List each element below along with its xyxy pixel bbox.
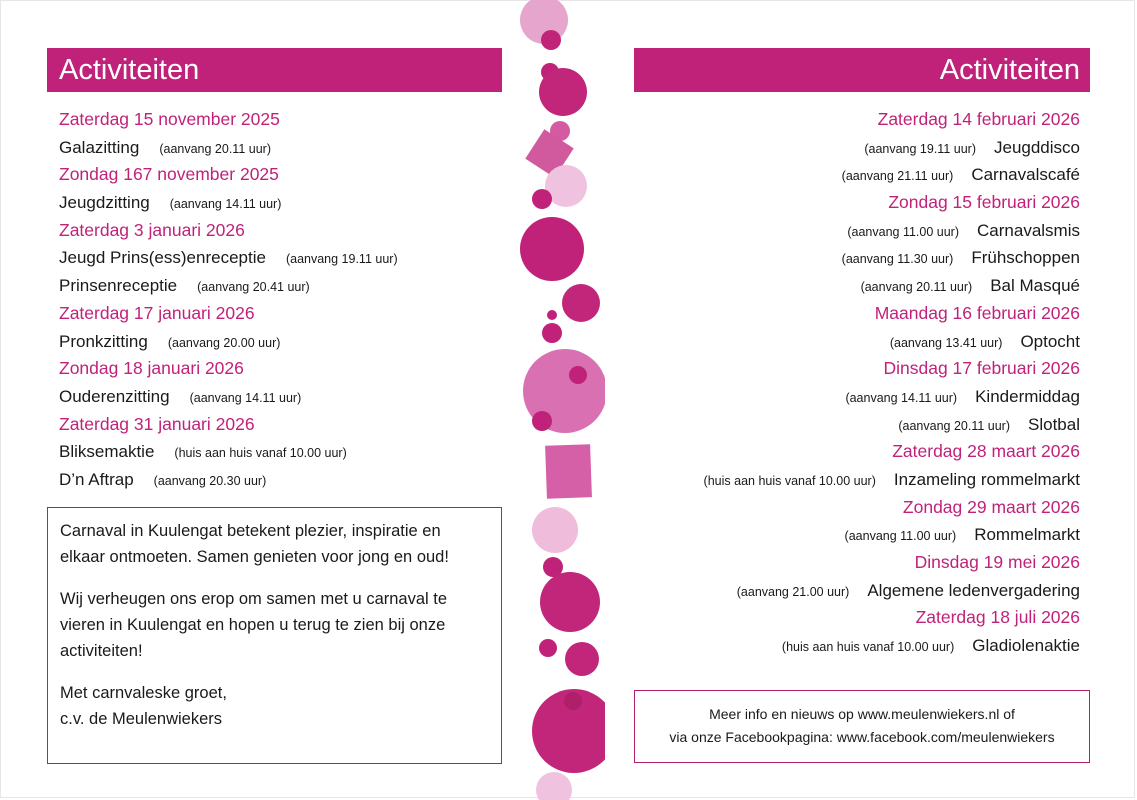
- activity-name: Carnavalscafé: [971, 165, 1080, 185]
- activity-row: [59, 466, 499, 494]
- bubble: [539, 68, 587, 116]
- bubble: [564, 692, 582, 710]
- bubble: [540, 572, 600, 632]
- activity-time-note: (aanvang 21.00 uur): [736, 584, 850, 599]
- date-text: Zaterdag 15 november 2025: [59, 109, 280, 129]
- date-heading: [59, 411, 499, 439]
- activity-name: Galazitting: [59, 137, 140, 157]
- activity-row: [640, 244, 1080, 272]
- date-heading: [59, 300, 499, 328]
- activity-row: [59, 134, 499, 162]
- bubble: [532, 507, 578, 553]
- activity-name: Frühschoppen: [971, 248, 1080, 268]
- activity-name: Jeugd Prins(ess)enreceptie: [59, 248, 266, 268]
- date-heading: [59, 106, 499, 134]
- date-text: Zaterdag 18 juli 2026: [915, 607, 1080, 628]
- date-heading: [59, 217, 499, 245]
- right-activities-list: [640, 106, 1080, 660]
- activity-row: [59, 244, 499, 272]
- activity-name: Bal Masqué: [990, 276, 1080, 296]
- activity-row: [59, 272, 499, 300]
- activity-row: [640, 521, 1080, 549]
- message-paragraph-1: Carnaval in Kuulengat betekent plezier, inspiratie en elkaar ontmoeten. Samen genieten voor jong en oud!: [60, 522, 449, 566]
- date-heading: [640, 300, 1080, 328]
- activity-name: Slotbal: [1028, 414, 1080, 434]
- bubble: [547, 310, 557, 320]
- activity-time-note: (aanvang 20.11 uur): [159, 141, 271, 156]
- bubble: [532, 411, 552, 431]
- activity-name: Jeugddisco: [993, 137, 1080, 157]
- date-heading: [640, 355, 1080, 383]
- activity-time-note: (aanvang 11.00 uur): [847, 224, 960, 239]
- date-heading: [59, 161, 499, 189]
- bubble: [532, 189, 552, 209]
- activity-time-note: (aanvang 20.11 uur): [860, 280, 973, 295]
- right-activities-banner: Activiteiten: [634, 48, 1090, 92]
- activity-row: [640, 411, 1080, 439]
- activity-row: [640, 632, 1080, 660]
- date-text: Zaterdag 31 januari 2026: [59, 413, 255, 434]
- bubble: [562, 284, 600, 322]
- activity-time-note: (huis aan huis vanaf 10.00 uur): [781, 640, 955, 655]
- message-greeting: [60, 680, 489, 732]
- date-heading: [640, 494, 1080, 522]
- activity-row: [59, 438, 499, 466]
- activity-name: Carnavalsmis: [977, 220, 1080, 240]
- activity-name: Inzameling rommelmarkt: [893, 469, 1080, 489]
- date-heading: [640, 106, 1080, 134]
- date-text: Dinsdag 19 mei 2026: [914, 552, 1080, 572]
- activity-time-note: (aanvang 20.41 uur): [197, 280, 310, 295]
- date-text: Zondag 29 maart 2026: [902, 496, 1080, 517]
- bubble: [569, 366, 587, 384]
- date-heading: [59, 355, 499, 383]
- activity-name: Algemene ledenvergadering: [867, 580, 1080, 600]
- activity-time-note: (aanvang 19.11 uur): [285, 252, 398, 267]
- activity-row: [640, 134, 1080, 162]
- activity-name: Jeugdzitting: [59, 193, 150, 213]
- activity-name: Pronkzitting: [59, 331, 148, 351]
- bubble: [536, 772, 572, 800]
- bubble: [539, 639, 557, 657]
- date-text: Zondag 15 februari 2026: [888, 192, 1080, 213]
- info-line-2: via onze Facebookpagina: www.facebook.com/meulenwiekers: [669, 729, 1055, 745]
- activity-name: Kindermiddag: [975, 386, 1080, 406]
- bubble: [542, 323, 562, 343]
- activity-time-note: (aanvang 13.41 uur): [889, 335, 1003, 350]
- activity-time-note: (aanvang 21.11 uur): [841, 169, 954, 184]
- activity-time-note: (huis aan huis vanaf 10.00 uur): [174, 446, 347, 461]
- activity-row: [640, 577, 1080, 605]
- activity-row: [640, 217, 1080, 245]
- activity-row: [640, 161, 1080, 189]
- activity-row: [640, 466, 1080, 494]
- date-text: Zaterdag 3 januari 2026: [59, 219, 245, 240]
- activity-time-note: (aanvang 20.11 uur): [898, 418, 1011, 433]
- activity-time-note: (aanvang 19.11 uur): [864, 141, 976, 156]
- activity-name: Optocht: [1020, 331, 1080, 351]
- activity-time-note: (aanvang 14.11 uur): [169, 197, 282, 212]
- bubble: [565, 642, 599, 676]
- date-heading: [640, 549, 1080, 577]
- activity-name: D’n Aftrap: [59, 469, 134, 489]
- date-text: Maandag 16 februari 2026: [874, 302, 1080, 323]
- date-text: Zondag 167 november 2025: [59, 164, 279, 185]
- activity-row: [640, 328, 1080, 356]
- info-line-1: Meer info en nieuws op www.meulenwiekers.nl of: [709, 706, 1015, 722]
- activity-time-note: (aanvang 11.00 uur): [844, 529, 957, 544]
- activity-row: [640, 383, 1080, 411]
- bubble: [541, 30, 561, 50]
- left-message-box: [47, 507, 502, 764]
- activity-name: Prinsenreceptie: [59, 276, 178, 296]
- activity-name: Bliksemaktie: [59, 442, 155, 462]
- greeting-text: Met carnvaleske groet,: [60, 684, 227, 702]
- date-heading: [640, 189, 1080, 217]
- date-text: Zaterdag 17 januari 2026: [59, 302, 255, 323]
- signature-text: c.v. de Meulenwiekers: [60, 710, 223, 728]
- date-text: Zaterdag 14 februari 2026: [877, 109, 1080, 129]
- activity-row: [640, 272, 1080, 300]
- bubble: [520, 217, 584, 281]
- date-text: Dinsdag 17 februari 2026: [883, 358, 1080, 379]
- activity-time-note: (aanvang 11.30 uur): [841, 252, 954, 267]
- activity-time-note: (aanvang 20.00 uur): [167, 335, 281, 350]
- activity-name: Gladiolenaktie: [972, 636, 1080, 656]
- date-heading: [640, 604, 1080, 632]
- left-activities-list: [59, 106, 499, 494]
- message-paragraph-2: Wij verheugen ons erop om samen met u carnaval te vieren in Kuulengat en hopen u terug te zien bij onze activiteiten!: [60, 590, 448, 660]
- info-box: [634, 690, 1090, 763]
- square: [545, 444, 592, 499]
- activity-row: [59, 328, 499, 356]
- activity-time-note: (aanvang 20.30 uur): [153, 473, 267, 488]
- date-text: Zondag 18 januari 2026: [59, 358, 244, 379]
- activity-time-note: (huis aan huis vanaf 10.00 uur): [703, 473, 876, 488]
- activity-row: [59, 383, 499, 411]
- activity-name: Ouderenzitting: [59, 386, 170, 406]
- activity-name: Rommelmarkt: [974, 525, 1080, 545]
- activity-row: [59, 189, 499, 217]
- activity-time-note: (aanvang 14.11 uur): [189, 390, 302, 405]
- activity-time-note: (aanvang 14.11 uur): [845, 390, 958, 405]
- date-text: Zaterdag 28 maart 2026: [892, 441, 1080, 462]
- left-activities-banner: Activiteiten: [47, 48, 502, 92]
- bubble-decoration: [505, 0, 605, 800]
- date-heading: [640, 438, 1080, 466]
